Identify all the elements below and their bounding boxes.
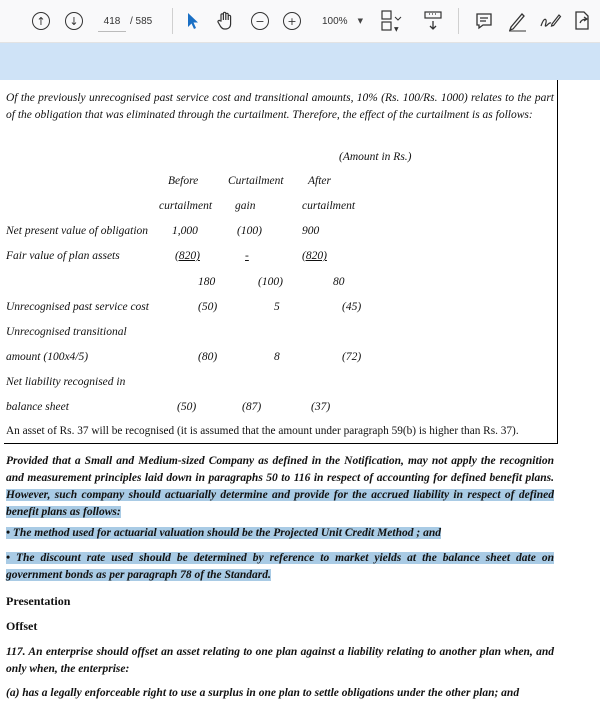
page-total: / 585	[130, 15, 153, 27]
row-value: 80	[333, 276, 345, 288]
proviso-highlight: However, such company should actuarially determine and provide for the accrued liability in respect of defined benefit plans as follows:	[6, 489, 554, 518]
row-value: (820)	[175, 250, 200, 262]
row-value: (50)	[177, 401, 197, 413]
toolbar-separator	[172, 8, 173, 34]
select-cursor-icon[interactable]	[185, 11, 201, 31]
row-value: (45)	[342, 301, 362, 313]
zoom-out-icon[interactable]: −	[251, 12, 269, 30]
header-before-2: curtailment	[159, 200, 213, 212]
paragraph-117: 117. An enterprise should offset an asset relating to one plan against a liability relating to another plan when, and only when, the enterprise:	[6, 646, 554, 675]
intro-paragraph: Of the previously unrecognised past service cost and transitional amounts, 10% (Rs. 100/Rs. 1000) relates to the part of the obligation that was eliminated through the curtailment. Therefore, the effect of the curtailment is as follows:	[6, 92, 554, 121]
row-value: 1,000	[172, 225, 198, 237]
row-value: (37)	[311, 401, 331, 413]
row-value: 8	[274, 351, 280, 363]
bullet-text: • The method used for actuarial valuation should be the Projected Unit Credit Method ; and	[6, 527, 441, 539]
bullet-text: • The discount rate used should be determined by reference to market yields at the balance sheet date on government bonds as per paragraph 78 of the Standard.	[6, 552, 554, 581]
paragraph-117a: (a) has a legally enforceable right to use a surplus in one plan to settle obligations under the other plan; and	[6, 687, 520, 699]
pdf-page	[0, 80, 600, 708]
asset-note: An asset of Rs. 37 will be recognised (it is assumed that the amount under paragraph 59(b) is higher than Rs. 37).	[6, 425, 519, 437]
hand-tool-icon[interactable]	[215, 10, 235, 32]
row-label: Unrecognised transitional	[6, 326, 127, 338]
toolbar-separator	[458, 8, 459, 34]
heading-presentation: Presentation	[6, 594, 71, 608]
row-label: Unrecognised past service cost	[6, 301, 149, 313]
scroll-mode-icon[interactable]	[422, 9, 446, 33]
row-value: 900	[302, 225, 320, 237]
pdf-toolbar	[0, 0, 600, 43]
bullet-item	[6, 550, 554, 584]
zoom-in-icon[interactable]: +	[283, 12, 301, 30]
chevron-down-icon: ▼	[357, 17, 363, 25]
row-value: (72)	[342, 351, 362, 363]
row-label: Net liability recognised in	[6, 376, 126, 388]
row-value: 5	[274, 301, 280, 313]
row-value: (80)	[198, 351, 218, 363]
sign-icon[interactable]	[538, 9, 562, 33]
comment-icon[interactable]	[473, 10, 495, 32]
draw-icon[interactable]	[505, 9, 529, 33]
page-up-icon[interactable]: ↑	[32, 12, 50, 30]
row-value: (820)	[302, 250, 327, 262]
row-value: 180	[198, 276, 216, 288]
row-label: amount (100x4/5)	[6, 351, 89, 363]
amount-note: (Amount in Rs.)	[339, 151, 412, 163]
page-gap-highlight	[0, 43, 600, 80]
row-label: balance sheet	[6, 401, 69, 413]
header-curtailment-1: Curtailment	[228, 175, 284, 187]
header-curtailment-2: gain	[235, 200, 256, 212]
row-value: -	[245, 250, 249, 262]
row-value: (100)	[237, 225, 262, 237]
header-after-2: curtailment	[302, 200, 356, 212]
svg-text:▼: ▼	[394, 26, 399, 33]
row-label: Net present value of obligation	[6, 225, 149, 237]
row-value: (50)	[198, 301, 218, 313]
bullet-item	[6, 525, 554, 542]
header-after-1: After	[308, 175, 331, 187]
zoom-value: 100%	[322, 15, 348, 27]
heading-offset: Offset	[6, 619, 38, 633]
zoom-select[interactable]	[322, 11, 363, 31]
example-box	[4, 80, 558, 444]
page-down-icon[interactable]: ↓	[65, 12, 83, 30]
row-label: Fair value of plan assets	[6, 250, 120, 262]
header-before-1: Before	[168, 175, 199, 187]
share-pdf-icon[interactable]	[570, 9, 594, 33]
fit-page-icon[interactable]	[380, 9, 406, 33]
proviso-paragraph	[6, 453, 554, 521]
row-value: (87)	[242, 401, 262, 413]
proviso-text: Provided that a Small and Medium-sized Company as defined in the Notification, may not apply the recognition and measurement principles laid down in paragraphs 50 to 116 in respect of accounting for defined benefit plans.	[6, 455, 554, 484]
page-number-input[interactable]: 418	[98, 11, 126, 32]
row-value: (100)	[258, 276, 283, 288]
